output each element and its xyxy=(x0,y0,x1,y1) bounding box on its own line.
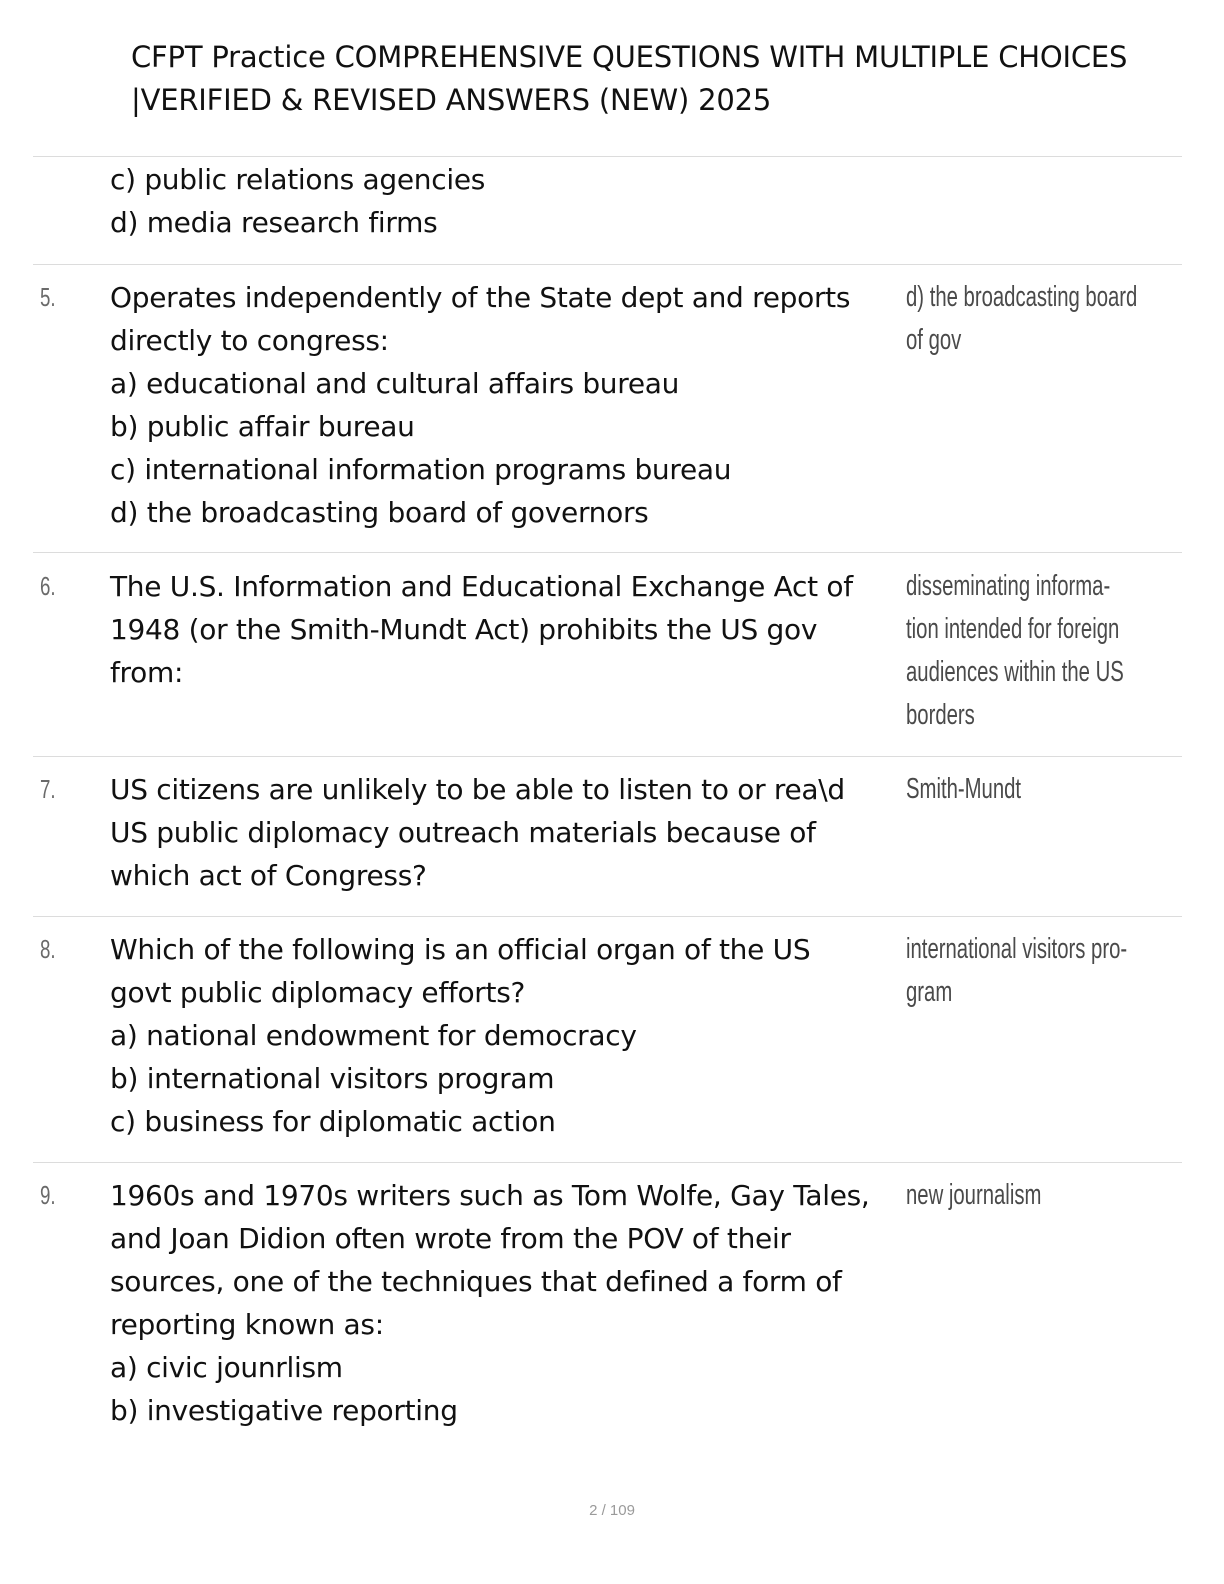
question-line: and Joan Didion often wrote from the POV of their xyxy=(110,1222,791,1255)
page-indicator: 2 / 109 xyxy=(589,1502,635,1519)
answer-line: new journalism xyxy=(906,1179,1042,1211)
answer-line: Smith-Mundt xyxy=(906,773,1022,805)
question-text xyxy=(110,1174,900,1432)
option: a) educational and cultural affairs bureau xyxy=(110,367,680,400)
answer-line: of gov xyxy=(906,324,962,356)
question-text xyxy=(110,768,900,897)
question-line: 1948 (or the Smith-Mundt Act) prohibits the US gov xyxy=(110,613,818,646)
divider xyxy=(33,552,1182,553)
divider xyxy=(33,916,1182,917)
question-number: 8. xyxy=(40,934,56,964)
question-number: 6. xyxy=(40,571,56,601)
option: b) international visitors program xyxy=(110,1062,555,1095)
document-title xyxy=(131,36,1191,122)
question-line: Which of the following is an official organ of the US xyxy=(110,933,811,966)
option: c) business for diplomatic action xyxy=(110,1105,556,1138)
question-line: from: xyxy=(110,656,184,689)
question-number: 9. xyxy=(40,1180,56,1210)
answer-text xyxy=(906,768,1021,811)
question-line: govt public diplomacy efforts? xyxy=(110,976,526,1009)
answer-line: borders xyxy=(906,699,975,731)
question-line: US public diplomacy outreach materials because of xyxy=(110,816,816,849)
answer-line: international visitors pro- xyxy=(906,933,1128,965)
question-line: 1960s and 1970s writers such as Tom Wolfe, Gay Tales, xyxy=(110,1179,870,1212)
option: c) public relations agencies xyxy=(110,163,486,196)
question-number: 5. xyxy=(40,282,56,312)
question-line: directly to congress: xyxy=(110,324,389,357)
answer-text xyxy=(906,565,1124,737)
divider xyxy=(33,156,1182,157)
divider xyxy=(33,1162,1182,1163)
answer-text xyxy=(906,928,1127,1014)
divider xyxy=(33,756,1182,757)
question-line: US citizens are unlikely to be able to listen to or rea\d xyxy=(110,773,845,806)
answer-line: d) the broadcasting board xyxy=(906,281,1138,313)
question-line: reporting known as: xyxy=(110,1308,384,1341)
question-options xyxy=(110,158,900,244)
question-number: 7. xyxy=(40,774,56,804)
answer-text xyxy=(906,276,1137,362)
answer-line: disseminating informa- xyxy=(906,570,1111,602)
option: d) media research firms xyxy=(110,206,438,239)
title-line-1: CFPT Practice COMPREHENSIVE QUESTIONS WITH MULTIPLE CHOICES xyxy=(131,40,1128,74)
option: a) national endowment for democracy xyxy=(110,1019,637,1052)
question-line: Operates independently of the State dept and reports xyxy=(110,281,851,314)
answer-line: tion intended for foreign xyxy=(906,613,1120,645)
option: c) international information programs bureau xyxy=(110,453,732,486)
answer-text xyxy=(906,1174,1041,1217)
question-text xyxy=(110,565,900,694)
title-line-2: |VERIFIED & REVISED ANSWERS (NEW) 2025 xyxy=(131,83,772,117)
option: b) investigative reporting xyxy=(110,1394,458,1427)
option: b) public affair bureau xyxy=(110,410,415,443)
option: d) the broadcasting board of governors xyxy=(110,496,649,529)
question-line: The U.S. Information and Educational Exchange Act of xyxy=(110,570,853,603)
question-line: sources, one of the techniques that defined a form of xyxy=(110,1265,842,1298)
option: a) civic jounrlism xyxy=(110,1351,343,1384)
answer-line: gram xyxy=(906,976,953,1008)
question-text xyxy=(110,276,900,534)
divider xyxy=(33,264,1182,265)
answer-line: audiences within the US xyxy=(906,656,1124,688)
question-text xyxy=(110,928,900,1143)
question-line: which act of Congress? xyxy=(110,859,427,892)
